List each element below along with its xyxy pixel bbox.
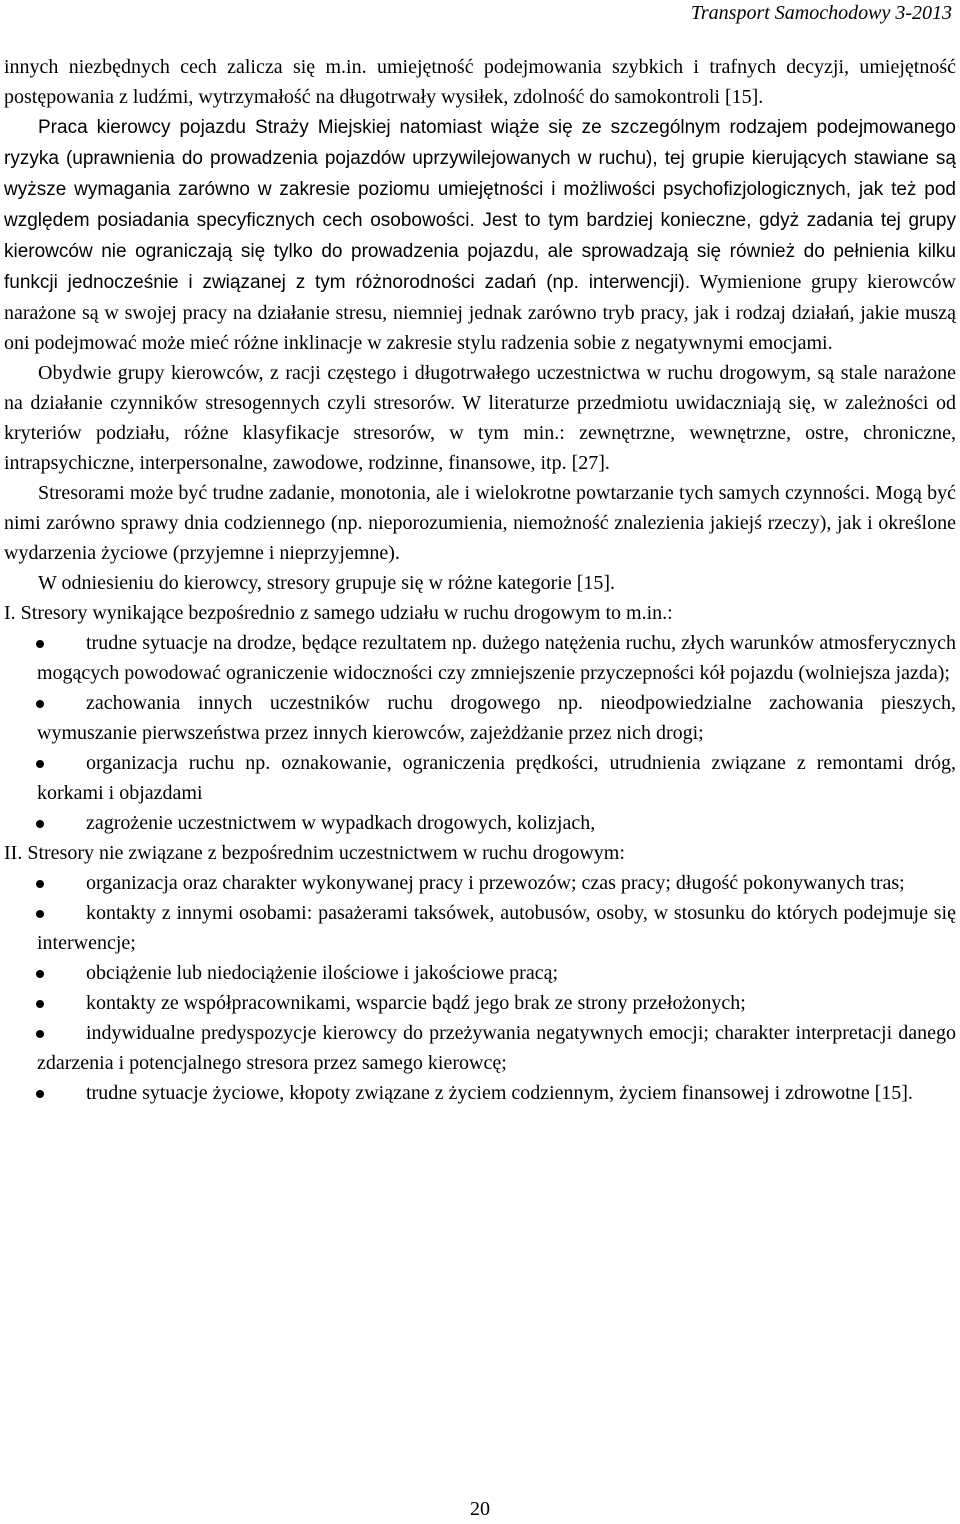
- section-2-list: [4, 868, 956, 1108]
- page-number: 20: [470, 1498, 490, 1520]
- list-item-text: organizacja oraz charakter wykonywanej pracy i przewozów; czas pracy; długość pokonywanych tras;: [86, 872, 905, 894]
- bullet-icon: [36, 910, 44, 918]
- paragraph-categories: W odniesieniu do kierowcy, stresory grupuje się w różne kategorie [15].: [38, 572, 616, 594]
- bullet-icon: [36, 970, 44, 978]
- bullet-icon: [36, 1090, 44, 1098]
- list-item: [37, 628, 956, 688]
- section-2-heading: II. Stresory nie związane z bezpośrednim uczestnictwem w ruchu drogowym:: [4, 842, 625, 864]
- bullet-icon: [36, 640, 44, 648]
- section-1-heading: I. Stresory wynikające bezpośrednio z samego udziału w ruchu drogowym to m.in.:: [4, 602, 673, 624]
- list-item-text: zachowania innych uczestników ruchu drogowego np. nieodpowiedzialne zachowania pieszych, wymuszanie pierwszeństwa przez innych kierowców, zajeżdżanie przez nich drogi;: [37, 692, 956, 744]
- list-item-text: kontakty ze współpracownikami, wsparcie bądź jego brak ze strony przełożonych;: [86, 992, 746, 1014]
- list-item: [37, 958, 956, 988]
- list-item-text: trudne sytuacje na drodze, będące rezultatem np. dużego natężenia ruchu, złych warunków atmosferycznych mogących powodować ograniczenie widoczności czy zmniejszenie przyczepności kół pojazdu (wolniejsza jazda);: [37, 632, 956, 684]
- list-item-text: kontakty z innymi osobami: pasażerami taksówek, autobusów, osoby, w stosunku do których podejmuje się interwencje;: [37, 902, 956, 954]
- paragraph-city-guard-part1: Praca kierowcy pojazdu Straży Miejskiej natomiast wiąże się ze szczególnym rodzajem podejmowanego ryzyka (uprawnienia do prowadzenia pojazdów uprzywilejowanych w ruchu), tej grupie kierujących stawiane są wyższe wymagania zarówno w zakresie poziomu umiejętności i możliwości psychofizjologicznych, jak też pod względem posiadania specyficznych cech osobowości. Jest to tym bardziej konieczne, gdyż zadania tej grupy kierowców nie ograniczają się tylko do prowadzenia pojazdu, ale sprowadzają się również do pełnienia kilku funkcji jednocześnie i związanej z tym różnorodności zadań (np. interwencji).: [4, 117, 956, 293]
- list-item: [37, 1018, 956, 1078]
- paragraph-stressor-examples: Stresorami może być trudne zadanie, monotonia, ale i wielokrotne powtarzanie tych samych czynności. Mogą być nimi zarówno sprawy dnia codziennego (np. nieporozumienia, niemożność znalezienia jakiejś rzeczy), jak i określone wydarzenia życiowe (przyjemne i nieprzyjemne).: [4, 482, 956, 564]
- paragraph-city-guard: [4, 112, 956, 358]
- bullet-icon: [36, 820, 44, 828]
- running-header: Transport Samochodowy 3-2013: [690, 2, 952, 24]
- list-item-text: indywidualne predyspozycje kierowcy do przeżywania negatywnych emocji; charakter interpretacji danego zdarzenia i potencjalnego stresora przez samego kierowcę;: [37, 1022, 956, 1074]
- list-item: [37, 1078, 956, 1108]
- list-item: [37, 748, 956, 808]
- paragraph-city-guard-part2: Wymienione grupy kierowców narażone są w swojej pracy na działanie stresu, niemniej jednak zarówno tryb pracy, jak i rodzaj działań, jakie muszą oni podejmować może mieć różne inklinacje w zakresie stylu radzenia sobie z negatywnymi emocjami.: [4, 271, 957, 354]
- body-text: [4, 52, 956, 1108]
- list-item: [37, 688, 956, 748]
- bullet-icon: [36, 760, 44, 768]
- bullet-icon: [36, 1000, 44, 1008]
- bullet-icon: [36, 1030, 44, 1038]
- list-item: [37, 988, 956, 1018]
- bullet-icon: [36, 700, 44, 708]
- paragraph-intro: innych niezbędnych cech zalicza się m.in. umiejętność podejmowania szybkich i trafnych decyzji, umiejętność postępowania z ludźmi, wytrzymałość na długotrwały wysiłek, zdolność do samokontroli [15].: [4, 56, 956, 108]
- document-page: [4, 0, 956, 1524]
- list-item: [37, 808, 956, 838]
- bullet-icon: [36, 880, 44, 888]
- section-1-list: [4, 628, 956, 838]
- list-item-text: organizacja ruchu np. oznakowanie, ograniczenia prędkości, utrudnienia związane z remontami dróg, korkami i objazdami: [37, 752, 956, 804]
- list-item-text: zagrożenie uczestnictwem w wypadkach drogowych, kolizjach,: [86, 812, 596, 834]
- list-item: [37, 868, 956, 898]
- list-item: [37, 898, 956, 958]
- list-item-text: obciążenie lub niedociążenie ilościowe i jakościowe pracą;: [86, 962, 559, 984]
- list-item-text: trudne sytuacje życiowe, kłopoty związane z życiem codziennym, życiem finansowej i zdrowotne [15].: [86, 1082, 913, 1104]
- paragraph-stressors: Obydwie grupy kierowców, z racji częstego i długotrwałego uczestnictwa w ruchu drogowym, są stale narażone na działanie czynników stresogennych czyli stresorów. W literaturze przedmiotu uwidaczniają się, w zależności od kryteriów podziału, różne klasyfikacje stresorów, w tym min.: zewnętrzne, wewnętrzne, ostre, chroniczne, intrapsychiczne, interpersonalne, zawodowe, rodzinne, finansowe, itp. [27].: [4, 362, 956, 474]
